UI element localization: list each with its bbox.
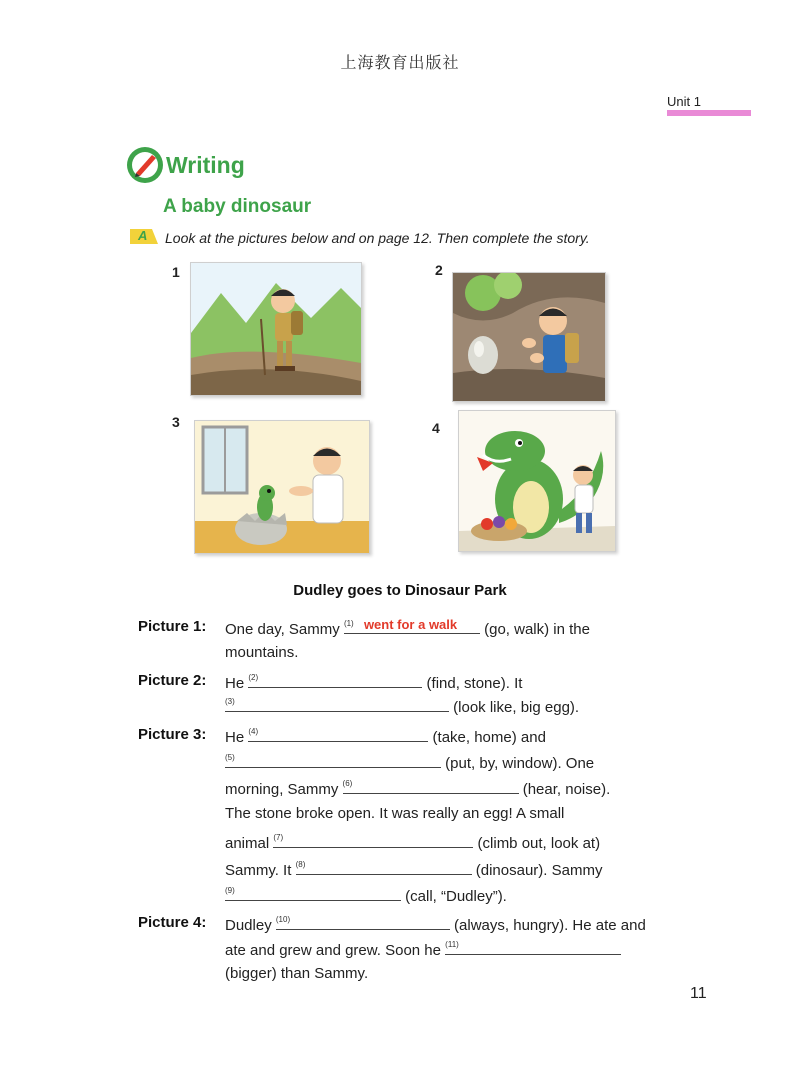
answer-blank[interactable] <box>225 884 401 901</box>
blank-number: (2) <box>248 673 259 682</box>
picture-number: 3 <box>172 414 180 430</box>
unit-bar <box>667 110 751 116</box>
story-text: (call, “Dudley”). <box>405 888 507 905</box>
picture-label: Picture 4: <box>138 914 207 931</box>
blank-number: (3) <box>225 697 235 706</box>
picture-label: Picture 3: <box>138 726 207 743</box>
picture-3 <box>194 420 370 554</box>
picture-number: 1 <box>172 264 180 280</box>
story-text: He <box>225 729 245 746</box>
story-text: animal <box>225 835 270 852</box>
story-line <box>225 751 594 774</box>
picture-label: Picture 1: <box>138 618 207 635</box>
writing-icon <box>126 146 164 184</box>
blank-number: (7) <box>273 833 284 842</box>
story-text: One day, Sammy <box>225 621 340 638</box>
answer-blank[interactable] <box>343 777 519 794</box>
blank-number: (8) <box>295 860 306 869</box>
task-badge <box>130 229 158 244</box>
blank-number: (9) <box>225 886 235 895</box>
boy-finds-egg-illustration <box>453 273 605 401</box>
story-text: Sammy. It <box>225 862 292 879</box>
story-line <box>225 858 602 881</box>
publisher-header: 上海教育出版社 <box>340 53 460 72</box>
story-line <box>225 831 600 854</box>
story-line <box>225 695 579 718</box>
story-line <box>225 725 546 748</box>
story-line <box>225 938 621 961</box>
story-text: (always, hungry). He ate and <box>454 917 646 934</box>
section-subtitle: A baby dinosaur <box>163 196 312 217</box>
hiking-boy-illustration <box>191 263 361 395</box>
picture-1 <box>190 262 362 396</box>
story-text: (put, by, window). One <box>445 755 595 772</box>
answer-blank[interactable] <box>225 751 441 768</box>
blank-number: (10) <box>275 915 291 924</box>
story-text: Dudley <box>225 917 272 934</box>
story-text: (look like, big egg). <box>453 699 580 716</box>
story-text: morning, Sammy <box>225 781 339 798</box>
example-answer: went for a walk <box>363 617 458 632</box>
blank-number: (4) <box>248 727 259 736</box>
answer-blank[interactable] <box>276 913 450 930</box>
blank-number: (5) <box>225 753 235 762</box>
blank-number: (1) <box>343 619 354 628</box>
baby-dinosaur-hatching-illustration <box>195 421 369 553</box>
story-line <box>225 913 646 936</box>
picture-number: 2 <box>435 262 443 278</box>
story-text: (find, stone). It <box>426 675 523 692</box>
answer-blank[interactable] <box>273 831 473 848</box>
story-text: (take, home) and <box>432 729 546 746</box>
answer-blank[interactable] <box>248 671 422 688</box>
task-badge-label: A <box>138 228 148 243</box>
big-dinosaur-eating-illustration <box>459 411 615 551</box>
answer-blank[interactable] <box>445 938 621 955</box>
picture-label: Picture 2: <box>138 672 207 689</box>
picture-4 <box>458 410 616 552</box>
story-text: ate and grew and grew. Soon he <box>225 942 441 959</box>
story-text: (dinosaur). Sammy <box>475 862 603 879</box>
blank-number: (11) <box>445 940 459 949</box>
story-line <box>225 617 590 640</box>
story-text: (climb out, look at) <box>477 835 601 852</box>
story-text: (bigger) than Sammy. <box>225 965 369 982</box>
story-text: The stone broke open. It was really an egg! A small <box>225 805 565 822</box>
story-text: (hear, noise). <box>522 781 611 798</box>
story-title: Dudley goes to Dinosaur Park <box>293 582 507 599</box>
unit-label: Unit 1 <box>667 94 701 109</box>
story-line <box>225 884 507 907</box>
story-line <box>225 671 522 694</box>
story-text: (go, walk) in the <box>484 621 590 638</box>
story-text: He <box>225 675 245 692</box>
task-instruction: Look at the pictures below and on page 12. Then complete the story. <box>165 230 590 246</box>
story-text: mountains. <box>225 644 299 661</box>
answer-blank[interactable] <box>225 695 449 712</box>
page-number: 11 <box>690 985 707 1002</box>
answer-blank[interactable] <box>248 725 428 742</box>
picture-2 <box>452 272 606 402</box>
story-line <box>225 777 610 800</box>
blank-number: (6) <box>342 779 353 788</box>
section-title: Writing <box>166 152 245 178</box>
answer-blank[interactable] <box>344 617 480 634</box>
answer-blank[interactable] <box>296 858 472 875</box>
picture-number: 4 <box>432 420 440 436</box>
